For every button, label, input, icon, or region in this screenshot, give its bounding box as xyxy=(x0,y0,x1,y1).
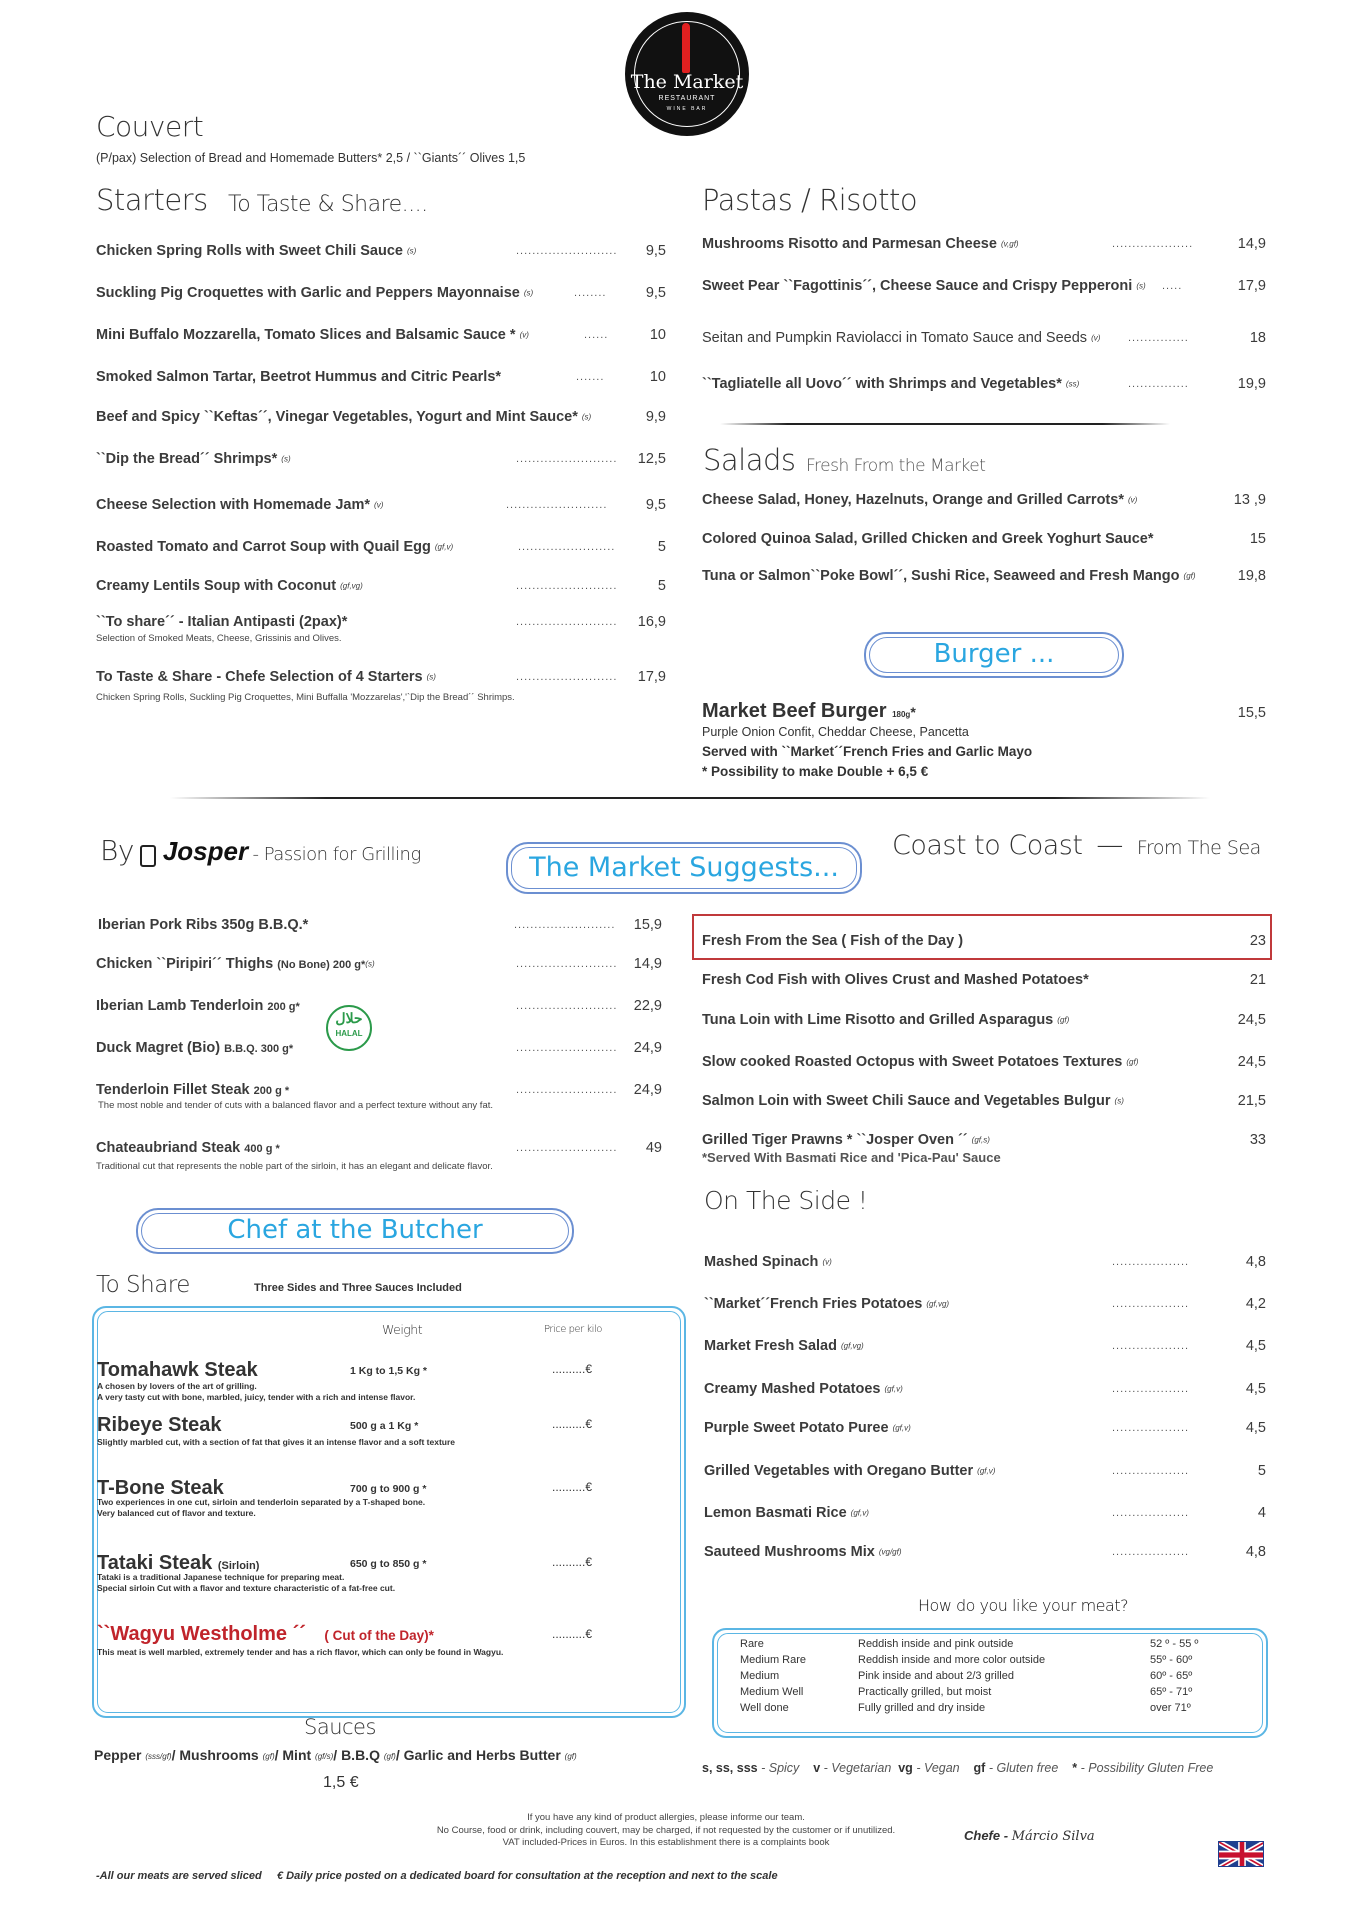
dot-leader: ......................... xyxy=(516,671,618,683)
item-price: 5 xyxy=(657,539,666,555)
doneness-row xyxy=(740,1668,1198,1684)
couvert-title: Couvert xyxy=(96,110,204,143)
steak-price: ..........€ xyxy=(552,1627,593,1641)
doneness-level: Rare xyxy=(740,1638,764,1650)
dot-leader: ...... xyxy=(584,329,609,341)
steak-weight: 1 Kg to 1,5 Kg * xyxy=(350,1365,428,1377)
pastas-title: Pastas / Risotto xyxy=(702,183,918,217)
item-description: Chicken Spring Rolls, Suckling Pig Croquettes, Mini Buffalla 'Mozzarelas','`Dip the Bread´´ Shrimps. xyxy=(96,692,515,703)
doneness-level: Well done xyxy=(740,1702,789,1714)
menu-item: Grilled Vegetables with Oregano Butter (gf,v) xyxy=(704,1463,996,1479)
to-share-title: To Share xyxy=(96,1272,190,1298)
item-price: 4 xyxy=(1257,1505,1266,1521)
wagyu-title: ``Wagyu Westholme ´´ ( Cut of the Day)* xyxy=(97,1623,434,1645)
menu-item: Cheese Salad, Honey, Hazelnuts, Orange and Grilled Carrots* (v) xyxy=(702,492,1138,508)
fork-icon xyxy=(682,23,690,73)
item-price: 5 xyxy=(1257,1463,1266,1479)
item-price: 33 xyxy=(1249,1132,1266,1148)
item-price: 19,8 xyxy=(1237,568,1266,584)
sauces-price: 1,5 € xyxy=(323,1774,359,1791)
doneness-temp: over 71º xyxy=(1150,1702,1191,1714)
item-description: The most noble and tender of cuts with a balanced flavor and a perfect texture without any fat. xyxy=(98,1100,494,1111)
dietary-legend: s, ss, sss - Spicy v - Vegetarian vg - Vegan gf - Gluten free * - Possibility Gluten Free xyxy=(702,1761,1214,1775)
item-price: 9,5 xyxy=(645,285,666,301)
item-price: 17,9 xyxy=(1237,278,1266,294)
dot-leader: ......................... xyxy=(516,1142,618,1154)
steak-description: Two experiences in one cut, sirloin and tenderloin separated by a T-shaped bone. Very balanced cut of flavor and texture. xyxy=(97,1497,426,1518)
item-price: 24,5 xyxy=(1237,1054,1266,1070)
steak-weight: 650 g to 850 g * xyxy=(350,1558,427,1570)
sides-title: On The Side ! xyxy=(704,1186,868,1215)
item-price: 4,8 xyxy=(1245,1254,1266,1270)
menu-item: ``Dip the Bread´´ Shrimps* (s) xyxy=(96,451,291,467)
menu-item: Iberian Lamb Tenderloin 200 g* xyxy=(96,998,300,1014)
doneness-temp: 60º - 65º xyxy=(1150,1670,1193,1682)
doneness-desc: Pink inside and about 2/3 grilled xyxy=(858,1670,1014,1682)
dot-leader: .................... xyxy=(1112,238,1194,250)
dot-leader: ......................... xyxy=(516,1042,618,1054)
halal-badge: حلال HALAL xyxy=(326,1005,372,1051)
doneness-desc: Fully grilled and dry inside xyxy=(858,1702,986,1714)
included-note: Three Sides and Three Sauces Included xyxy=(254,1282,462,1294)
menu-item: Chicken Spring Rolls with Sweet Chili Sauce (s) xyxy=(96,243,417,259)
chef-signature: Chefe - Márcio Silva xyxy=(964,1828,1095,1844)
dot-leader: ............... xyxy=(1128,378,1189,390)
dot-leader: ................... xyxy=(1112,1422,1190,1434)
menu-item: Purple Sweet Potato Puree (gf,v) xyxy=(704,1420,911,1436)
logo-subtitle: RESTAURANT xyxy=(658,95,716,102)
menu-item: ``Market´´French Fries Potatoes (gf,vg) xyxy=(704,1296,950,1312)
dot-leader: ........ xyxy=(574,287,607,299)
menu-item: Tuna Loin with Lime Risotto and Grilled Asparagus (gf) xyxy=(702,1012,1070,1028)
steak-weight: 500 g a 1 Kg * xyxy=(350,1420,419,1432)
steak-price: ..........€ xyxy=(552,1555,593,1569)
item-price: 14,9 xyxy=(1237,236,1266,252)
menu-item: Grilled Tiger Prawns * ``Josper Oven ´´ (gf,s) xyxy=(702,1132,990,1148)
item-price: 15 xyxy=(1249,531,1266,547)
logo-subtitle-2: WINE BAR xyxy=(666,106,708,112)
item-price: 24,9 xyxy=(633,1082,662,1098)
item-price: 18 xyxy=(1249,330,1266,346)
item-price: 4,5 xyxy=(1245,1381,1266,1397)
doneness-level: Medium Rare xyxy=(740,1654,807,1666)
dot-leader: ....... xyxy=(576,371,605,383)
menu-item: Chicken ``Piripiri´´ Thighs (No Bone) 200 g*(s) xyxy=(96,956,375,972)
dot-leader: ......................... xyxy=(516,453,618,465)
dot-leader: ......................... xyxy=(516,958,618,970)
menu-item: Mushrooms Risotto and Parmesan Cheese (v,gf) xyxy=(702,236,1019,252)
item-description: Selection of Smoked Meats, Cheese, Grissinis and Olives. xyxy=(96,633,342,644)
footer-note: -All our meats are served sliced € Daily price posted on a dedicated board for consultation at the reception and next to the scale xyxy=(96,1870,778,1882)
menu-item: Slow cooked Roasted Octopus with Sweet Potatoes Textures (gf) xyxy=(702,1054,1139,1070)
menu-item: Smoked Salmon Tartar, Beetrot Hummus and Citric Pearls* xyxy=(96,369,502,385)
dot-leader: ............... xyxy=(1128,332,1189,344)
restaurant-logo xyxy=(625,12,749,136)
menu-item: Creamy Lentils Soup with Coconut (gf,vg) xyxy=(96,578,363,594)
suggests-banner: The Market Suggests... xyxy=(506,842,862,894)
steak-price: ..........€ xyxy=(552,1480,593,1494)
steak-description: A chosen by lovers of the art of grilling. A very tasty cut with bone, marbled, juicy, tender with a rich and intense flavor. xyxy=(97,1381,416,1402)
item-price: 4,5 xyxy=(1245,1420,1266,1436)
steak-price: ..........€ xyxy=(552,1417,593,1431)
divider xyxy=(170,797,1210,799)
steak-weight: 700 g to 900 g * xyxy=(350,1483,427,1495)
item-price: 9,9 xyxy=(645,409,666,425)
burger-banner: Burger ... xyxy=(864,632,1124,678)
price-column-header: Price per kilo xyxy=(544,1324,602,1335)
item-price: 19,9 xyxy=(1237,376,1266,392)
menu-item: Colored Quinoa Salad, Grilled Chicken and Greek Yoghurt Sauce* xyxy=(702,531,1154,547)
josper-oven-icon xyxy=(140,845,156,867)
menu-item: Seitan and Pumpkin Raviolacci in Tomato Sauce and Seeds (v) xyxy=(702,330,1101,346)
dot-leader: ................... xyxy=(1112,1465,1190,1477)
dot-leader: ................... xyxy=(1112,1507,1190,1519)
doneness-desc: Reddish inside and pink outside xyxy=(858,1638,1014,1650)
item-price: 4,8 xyxy=(1245,1544,1266,1560)
doneness-row xyxy=(740,1636,1198,1652)
doneness-temp: 52 º - 55 º xyxy=(1150,1638,1199,1650)
menu-item: Cheese Selection with Homemade Jam* (v) xyxy=(96,497,384,513)
menu-item: Chateaubriand Steak 400 g * xyxy=(96,1140,280,1156)
dot-leader: ......................... xyxy=(516,245,618,257)
starters-title: Starters xyxy=(96,183,208,217)
butcher-banner: Chef at the Butcher xyxy=(136,1208,574,1254)
item-price: 17,9 xyxy=(637,669,666,685)
doneness-row xyxy=(740,1652,1198,1668)
steak-price: ..........€ xyxy=(552,1362,593,1376)
item-price: 24,5 xyxy=(1237,1012,1266,1028)
halal-arabic-icon: حلال xyxy=(335,1010,363,1026)
menu-item: Market Fresh Salad (gf,vg) xyxy=(704,1338,864,1354)
item-price: 13 ,9 xyxy=(1233,492,1266,508)
uk-flag-icon[interactable] xyxy=(1218,1841,1264,1867)
couvert-text: (P/pax) Selection of Bread and Homemade Butters* 2,5 / ``Giants´´ Olives 1,5 xyxy=(96,151,526,165)
menu-item: Tuna or Salmon``Poke Bowl´´, Sushi Rice, Seaweed and Fresh Mango (gf) xyxy=(702,568,1196,584)
item-price: 22,9 xyxy=(633,998,662,1014)
item-price: 4,5 xyxy=(1245,1338,1266,1354)
dot-leader: ......................... xyxy=(516,616,618,628)
menu-item: Fresh From the Sea ( Fish of the Day ) xyxy=(702,933,964,949)
menu-item: Beef and Spicy ``Keftas´´, Vinegar Vegetables, Yogurt and Mint Sauce* (s) xyxy=(96,409,592,425)
doneness-title: How do you like your meat? xyxy=(918,1596,1129,1615)
dot-leader: ......................... xyxy=(514,919,616,931)
steak-name: Tataki Steak (Sirloin) xyxy=(97,1552,260,1574)
item-description: Traditional cut that represents the noble part of the sirloin, it has an elegant and delicate flavor. xyxy=(96,1161,493,1172)
item-price: 5 xyxy=(657,578,666,594)
burger-line2: Served with ``Market´´French Fries and Garlic Mayo xyxy=(702,744,1033,759)
steak-description: Tataki is a traditional Japanese technique for preparing meat. Special sirloin Cut with a flavor and texture characteristic of a fat-free cut. xyxy=(97,1572,396,1593)
item-price: 21 xyxy=(1249,972,1266,988)
dot-leader: ................... xyxy=(1112,1256,1190,1268)
menu-item: Roasted Tomato and Carrot Soup with Quail Egg (gf,v) xyxy=(96,539,454,555)
doneness-desc: Practically grilled, but moist xyxy=(858,1686,992,1698)
weight-column-header: Weight xyxy=(382,1322,423,1337)
salads-title: Salads xyxy=(703,443,796,477)
dot-leader: ......................... xyxy=(516,580,618,592)
menu-item: ``Tagliatelle all Uovo´´ with Shrimps and Vegetables* (ss) xyxy=(702,376,1080,392)
coast-title: Coast to Coast — From The Sea xyxy=(892,830,1261,861)
logo-title: The Market xyxy=(630,71,744,93)
steak-name: Tomahawk Steak xyxy=(97,1359,258,1381)
menu-item: Sauteed Mushrooms Mix (vg/gf) xyxy=(704,1544,902,1560)
dot-leader: ......................... xyxy=(506,499,608,511)
menu-item: Tenderloin Fillet Steak 200 g * xyxy=(96,1082,290,1098)
dot-leader: ................... xyxy=(1112,1546,1190,1558)
menu-item: Lemon Basmati Rice (gf,v) xyxy=(704,1505,869,1521)
menu-item: Mashed Spinach (v) xyxy=(704,1254,832,1270)
item-price: 14,9 xyxy=(633,956,662,972)
burger-line3: * Possibility to make Double + 6,5 € xyxy=(702,764,929,779)
steak-description: Slightly marbled cut, with a section of fat that gives it an intense flavor and a soft texture xyxy=(97,1437,456,1447)
menu-item: Duck Magret (Bio) B.B.Q. 300 g* xyxy=(96,1040,294,1056)
burger-price: 15,5 xyxy=(1237,705,1266,721)
item-price: 9,5 xyxy=(645,243,666,259)
item-price: 15,9 xyxy=(633,917,662,933)
sauces-title: Sauces xyxy=(304,1715,376,1739)
divider xyxy=(720,423,1170,425)
starters-subtitle: To Taste & Share.... xyxy=(228,192,428,217)
doneness-temp: 65º - 71º xyxy=(1150,1686,1193,1698)
dot-leader: ......................... xyxy=(516,1000,618,1012)
wagyu-description: This meat is well marbled, extremely tender and has a rich flavor, which can only be found in Wagyu. xyxy=(97,1647,504,1657)
dot-leader: ........................ xyxy=(518,541,616,553)
dot-leader: ......................... xyxy=(516,1084,618,1096)
item-price: 16,9 xyxy=(637,614,666,630)
menu-item: Mini Buffalo Mozzarella, Tomato Slices and Balsamic Sauce * (v) xyxy=(96,327,529,343)
menu-item: Iberian Pork Ribs 350g B.B.Q.* xyxy=(98,917,309,933)
item-price: 23 xyxy=(1249,933,1266,949)
item-price: 4,2 xyxy=(1245,1296,1266,1312)
item-description: *Served With Basmati Rice and 'Pica-Pau' Sauce xyxy=(702,1150,1001,1165)
item-price: 49 xyxy=(645,1140,662,1156)
steak-name: Ribeye Steak xyxy=(97,1414,222,1436)
menu-item: Fresh Cod Fish with Olives Crust and Mashed Potatoes* xyxy=(702,972,1089,988)
steak-name: T-Bone Steak xyxy=(97,1477,224,1499)
doneness-row xyxy=(740,1684,1198,1700)
item-price: 10 xyxy=(649,327,666,343)
sauces-list: Pepper (sss/gf)/ Mushrooms (gf)/ Mint (gf/s)/ B.B.Q (gf)/ Garlic and Herbs Butter (gf) xyxy=(94,1747,577,1763)
menu-item: Salmon Loin with Sweet Chili Sauce and Vegetables Bulgur (s) xyxy=(702,1093,1124,1109)
item-price: 24,9 xyxy=(633,1040,662,1056)
josper-header: By Josper - Passion for Grilling xyxy=(100,834,421,867)
doneness-row xyxy=(740,1700,1198,1716)
item-price: 10 xyxy=(649,369,666,385)
item-price: 9,5 xyxy=(645,497,666,513)
menu-item: ``To share´´ - Italian Antipasti (2pax)* xyxy=(96,614,348,630)
footer-notice: If you have any kind of product allergies, please informe our team. No Course, food or drink, including couvert, may be charged, if not requested by the customer or if unutilized. VAT included-Prices in Euros. In this establishment there is a complaints book xyxy=(436,1812,896,1848)
menu-item: To Taste & Share - Chefe Selection of 4 Starters (s) xyxy=(96,669,436,685)
burger-line1: Purple Onion Confit, Cheddar Cheese, Pancetta xyxy=(702,725,969,739)
item-price: 21,5 xyxy=(1237,1093,1266,1109)
menu-item: Suckling Pig Croquettes with Garlic and Peppers Mayonnaise (s) xyxy=(96,285,534,301)
burger-name: Market Beef Burger 180g* xyxy=(702,700,916,722)
menu-item: Sweet Pear ``Fagottinis´´, Cheese Sauce and Crispy Pepperoni (s) xyxy=(702,278,1146,294)
doneness-temp: 55º - 60º xyxy=(1150,1654,1193,1666)
salads-subtitle: Fresh From the Market xyxy=(806,456,986,476)
menu-item: Creamy Mashed Potatoes (gf,v) xyxy=(704,1381,903,1397)
dot-leader: ................... xyxy=(1112,1383,1190,1395)
dot-leader: ..... xyxy=(1162,280,1183,292)
dot-leader: ................... xyxy=(1112,1340,1190,1352)
item-price: 12,5 xyxy=(637,451,666,467)
doneness-desc: Reddish inside and more color outside xyxy=(858,1654,1046,1666)
doneness-level: Medium xyxy=(740,1670,780,1682)
doneness-level: Medium Well xyxy=(740,1686,804,1698)
doneness-table xyxy=(740,1636,1198,1716)
dot-leader: ................... xyxy=(1112,1298,1190,1310)
